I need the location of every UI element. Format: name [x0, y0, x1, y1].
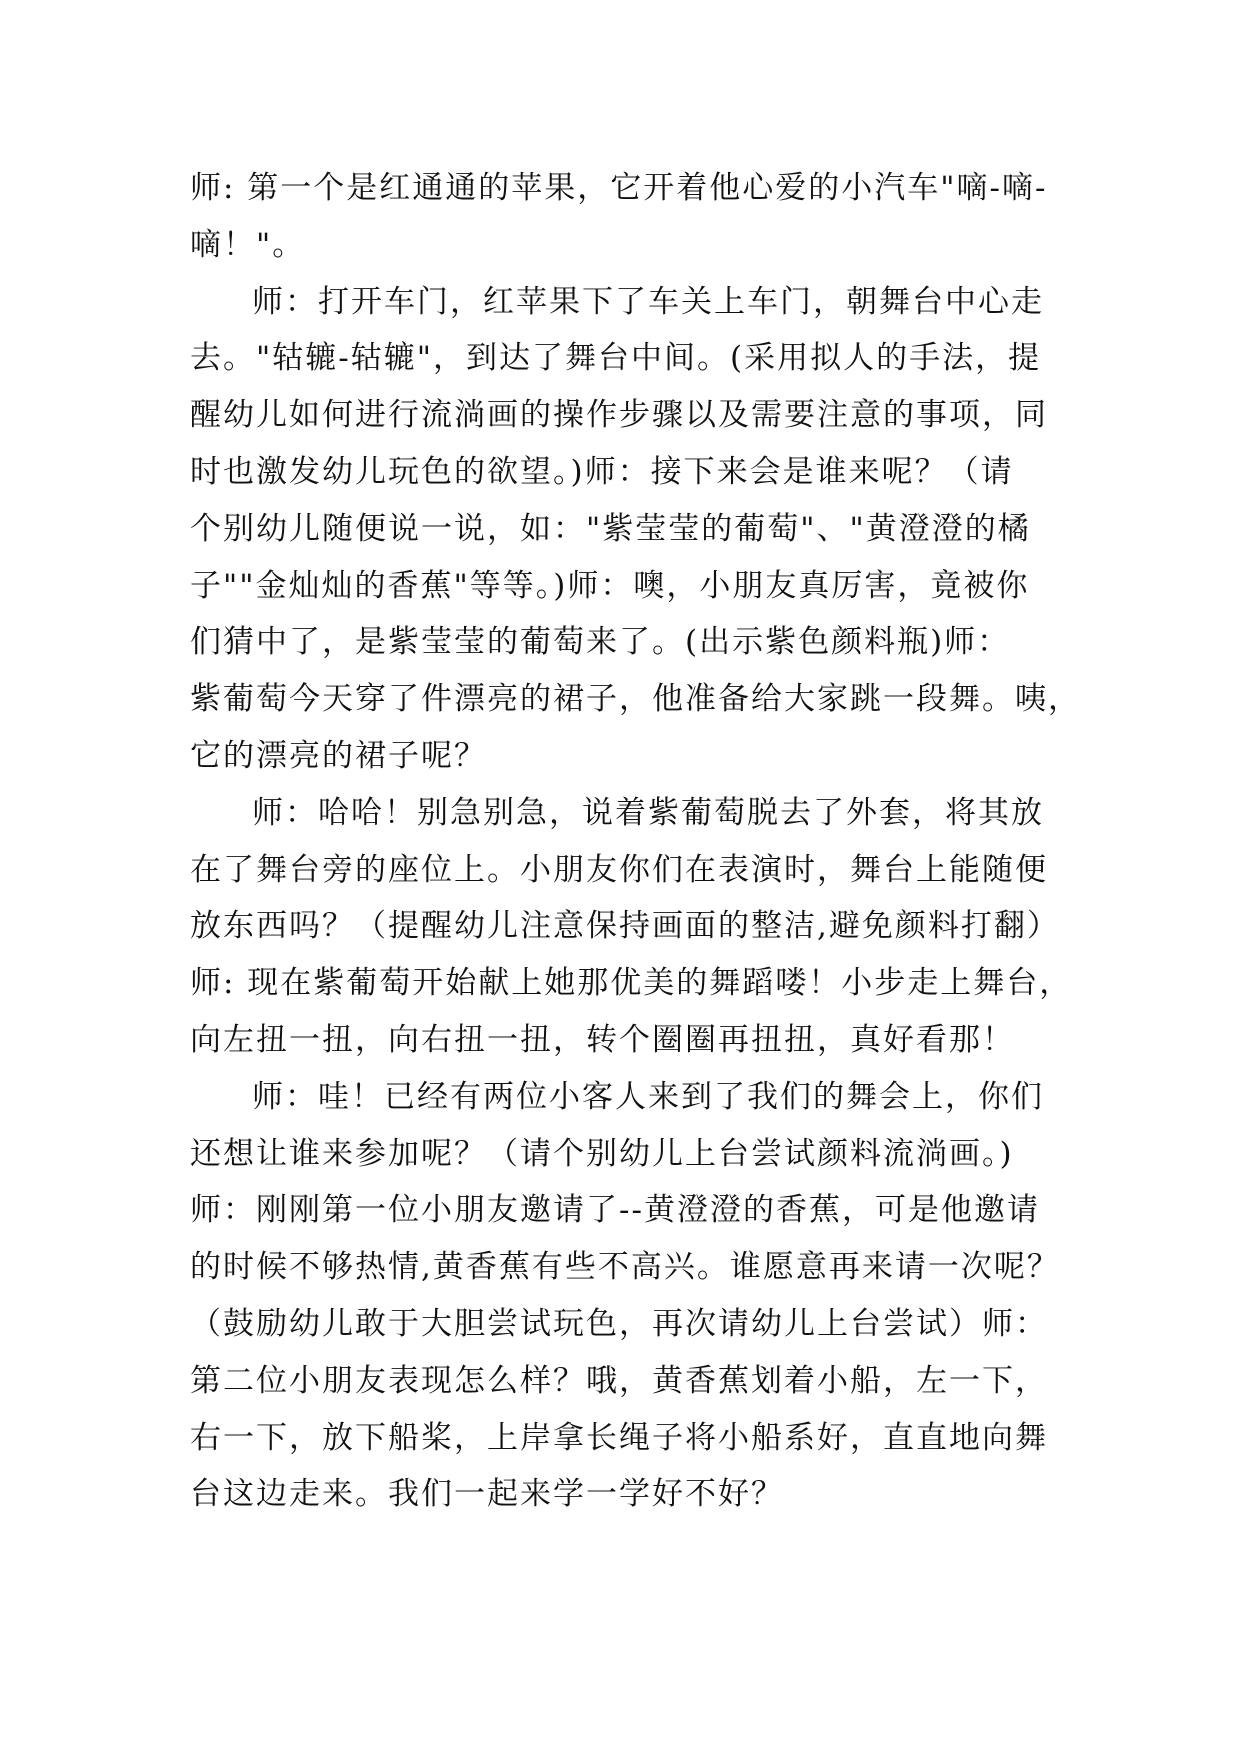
- text-line: 师：打开车门，红苹果下了车关上车门，朝舞台中心走: [252, 283, 1044, 320]
- text-line: 放东西吗？（提醒幼儿注意保持画面的整洁,避免颜料打翻）: [190, 908, 1060, 945]
- text-line: 还想让谁来参加呢？（请个别幼儿上台尝试颜料流淌画。): [190, 1135, 1014, 1172]
- text-line: 师: 现在紫葡萄开始献上她那优美的舞蹈喽！小步走上舞台，: [190, 965, 1073, 1002]
- text-line: 们猜中了，是紫莹莹的葡萄来了。(出示紫色颜料瓶)师：: [190, 624, 1011, 661]
- text-line: 个别幼儿随便说一说，如："紫莹莹的葡萄"、"黄澄澄的橘: [190, 510, 1031, 547]
- text-line: 的时候不够热情,黄香蕉有些不高兴。谁愿意再来请一次呢？: [190, 1249, 1060, 1286]
- text-line: 子""金灿灿的香蕉"等等。)师：噢，小朋友真厉害，竟被你: [190, 567, 1030, 604]
- text-line: 师：刚刚第一位小朋友邀请了--黄澄澄的香蕉，可是他邀请: [190, 1192, 1040, 1229]
- text-line: 师：哇！已经有两位小客人来到了我们的舞会上，你们: [252, 1078, 1044, 1115]
- text-line: 时也激发幼儿玩色的欲望。)师：接下来会是谁来呢？（请: [190, 453, 1014, 490]
- text-line: 它的漂亮的裙子呢？: [190, 737, 487, 774]
- text-line: 嘀！"。: [190, 226, 306, 263]
- text-line: 醒幼儿如何进行流淌画的操作步骤以及需要注意的事项，同: [190, 397, 1048, 434]
- text-line: 师：哈哈！别急别急，说着紫葡萄脱去了外套，将其放: [252, 794, 1044, 831]
- text-line: 第二位小朋友表现怎么样？哦，黄香蕉划着小船，左一下，: [190, 1362, 1048, 1399]
- document-body: [190, 160, 1081, 1523]
- text-line: 紫葡萄今天穿了件漂亮的裙子，他准备给大家跳一段舞。咦，: [190, 681, 1081, 718]
- text-line: 在了舞台旁的座位上。小朋友你们在表演时，舞台上能随便: [190, 851, 1048, 888]
- text-line: 台这边走来。我们一起来学一学好不好？: [190, 1476, 784, 1513]
- text-line: 去。"轱辘-轱辘"，到达了舞台中间。(采用拟人的手法，提: [190, 340, 1042, 377]
- text-line: （鼓励幼儿敢于大胆尝试玩色，再次请幼儿上台尝试）师：: [190, 1305, 1048, 1342]
- text-line: 右一下，放下船桨，上岸拿长绳子将小船系好，直直地向舞: [190, 1419, 1048, 1456]
- text-line: 向左扭一扭，向右扭一扭，转个圈圈再扭扭，真好看那！: [190, 1021, 1015, 1058]
- text-line: 师: 第一个是红通通的苹果，它开着他心爱的小汽车"嘀-嘀-: [190, 170, 1048, 206]
